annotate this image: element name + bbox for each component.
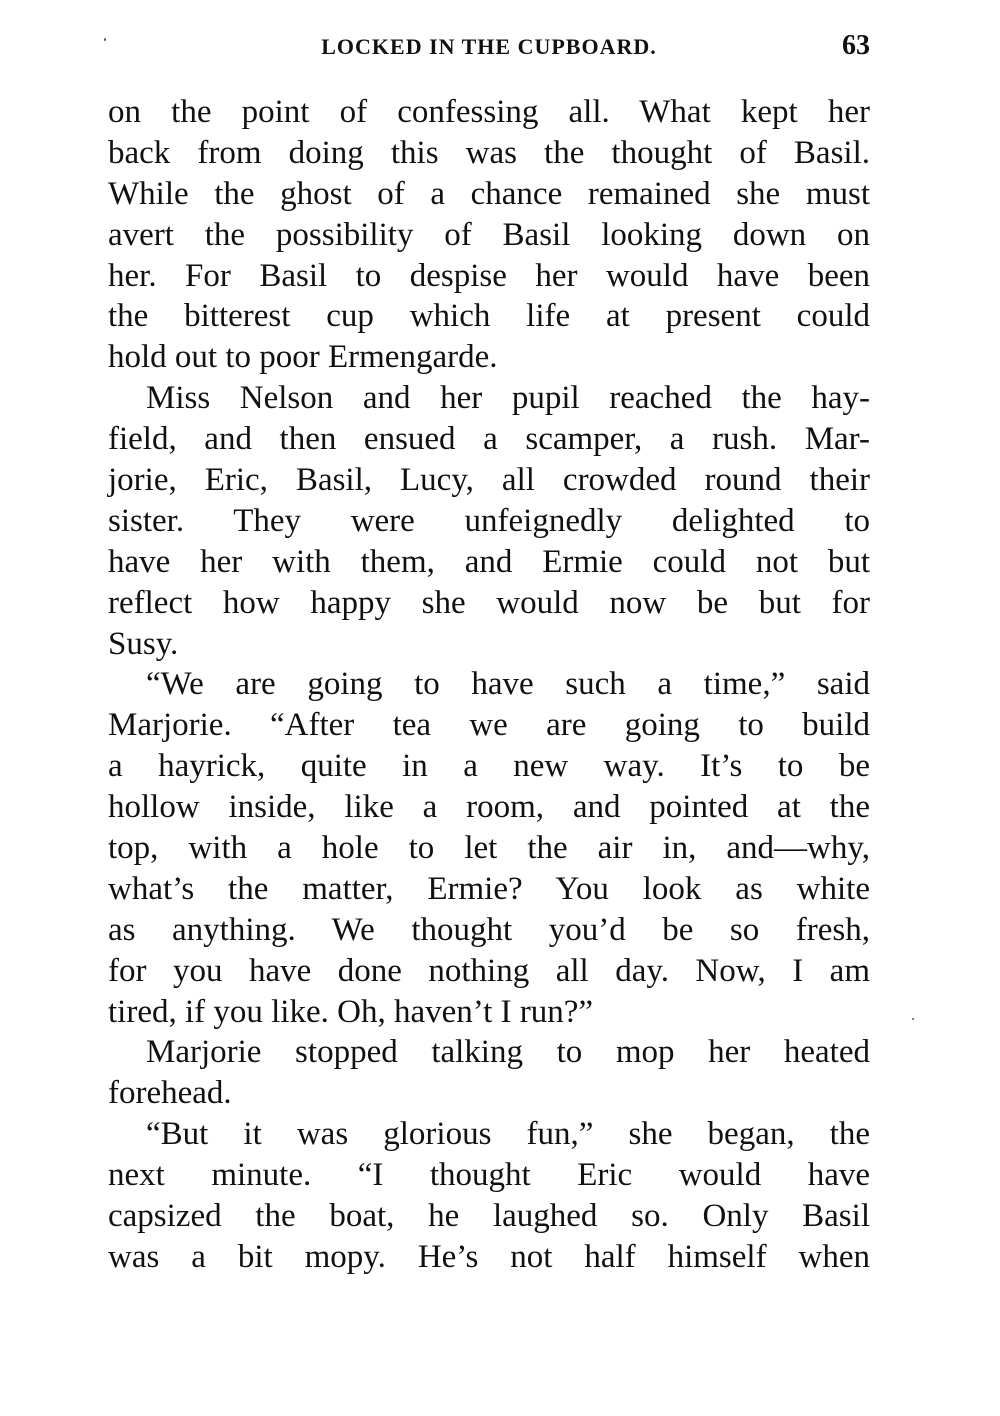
text-line: for you have done nothing all day. Now, I am xyxy=(108,952,870,989)
text-line: Marjorie stopped talking to mop her heated xyxy=(146,1034,870,1071)
text-line: the bitterest cup which life at present could xyxy=(108,298,870,335)
text-line: on the point of confessing all. What kept her xyxy=(108,94,870,130)
paper-speck xyxy=(104,38,106,41)
text-line: Susy. xyxy=(108,625,179,662)
running-title: LOCKED IN THE CUPBOARD. xyxy=(321,34,657,59)
text-line: next minute. “I thought Eric would have xyxy=(108,1157,870,1194)
text-line: top, with a hole to let the air in, and—why, xyxy=(108,830,870,867)
text-line: avert the possibility of Basil looking down on xyxy=(108,216,870,253)
text-line: was a bit mopy. He’s not half himself when xyxy=(108,1238,870,1275)
text-line: field, and then ensued a scamper, a rush. Mar- xyxy=(108,421,870,458)
text-line: a hayrick, quite in a new way. It’s to be xyxy=(108,748,870,785)
text-line: hollow inside, like a room, and pointed at the xyxy=(108,789,870,826)
text-line: sister. They were unfeignedly delighted to xyxy=(108,502,870,539)
running-head xyxy=(108,28,870,68)
text-line: back from doing this was the thought of Basil. xyxy=(108,134,870,171)
text-line: Marjorie. “After tea we are going to build xyxy=(108,707,870,744)
text-line: hold out to poor Ermengarde. xyxy=(108,339,498,376)
text-line: reflect how happy she would now be but for xyxy=(108,584,870,621)
text-line: forehead. xyxy=(108,1075,232,1112)
text-line: as anything. We thought you’d be so fresh, xyxy=(108,911,870,948)
text-line: what’s the matter, Ermie? You look as white xyxy=(108,870,870,907)
text-line: “We are going to have such a time,” said xyxy=(146,666,870,703)
paper-speck xyxy=(912,1018,914,1020)
text-line: “But it was glorious fun,” she began, the xyxy=(146,1116,870,1153)
text-line: her. For Basil to despise her would have been xyxy=(108,257,870,294)
body-text xyxy=(108,92,870,1278)
text-line: jorie, Eric, Basil, Lucy, all crowded round their xyxy=(108,462,870,499)
text-line: Miss Nelson and her pupil reached the hay- xyxy=(146,380,870,417)
text-line: tired, if you like. Oh, haven’t I run?” xyxy=(108,993,594,1030)
text-line: have her with them, and Ermie could not but xyxy=(108,543,870,580)
text-line: capsized the boat, he laughed so. Only Basil xyxy=(108,1198,870,1235)
page-number: 63 xyxy=(842,30,870,61)
text-line: While the ghost of a chance remained she must xyxy=(108,175,870,212)
